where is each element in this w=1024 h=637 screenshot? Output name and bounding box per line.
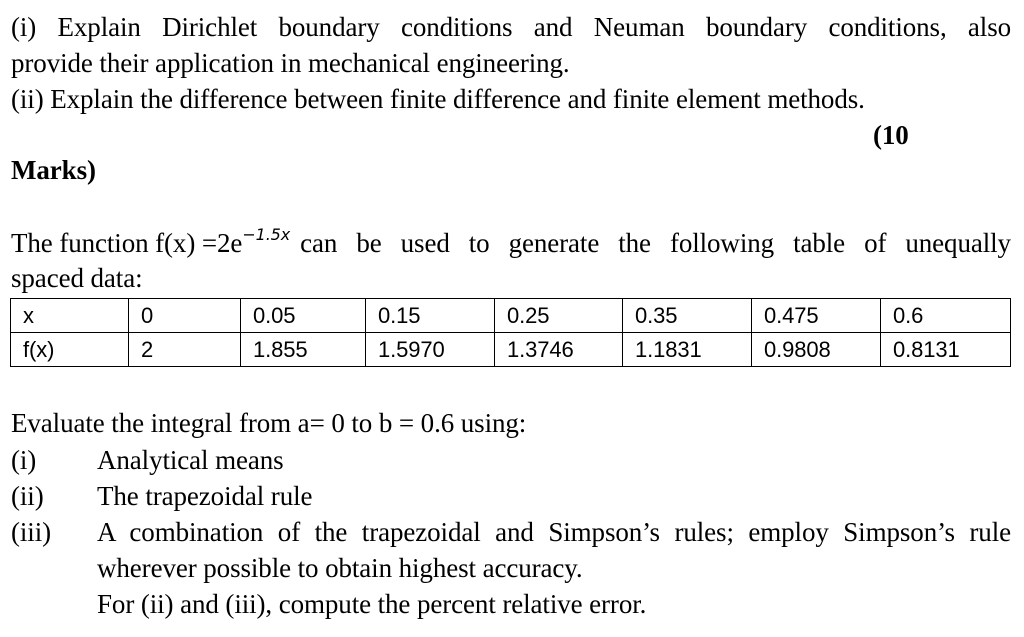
function-exponent: −1.5x	[242, 225, 291, 244]
evaluate-instruction: Evaluate the integral from a= 0 to b = 0.6 using:	[11, 408, 527, 438]
marks-number: (10	[873, 120, 909, 150]
table-cell-label: x	[11, 299, 129, 333]
table-row-fx	[11, 333, 1011, 367]
table-cell: 0	[129, 299, 241, 333]
list-item-text-line2: wherever possible to obtain highest accuracy.	[97, 553, 583, 583]
question1-part-i-line2: provide their application in mechanical engineering.	[11, 48, 570, 78]
table-cell: 2	[129, 333, 241, 367]
list-item-text: Analytical means	[97, 445, 284, 475]
question1-part-i	[11, 9, 1011, 81]
function-intro-line	[11, 225, 1011, 261]
intro-word: be	[356, 228, 382, 258]
data-table	[10, 298, 1011, 367]
intro-word: table	[793, 228, 846, 258]
list-item-text-line3: For (ii) and (iii), compute the percent relative error.	[97, 589, 647, 619]
list-item-text	[97, 514, 1011, 622]
table-cell: 0.475	[752, 299, 881, 333]
intro-word: unequally	[905, 228, 1011, 258]
table-cell: 0.9808	[752, 333, 881, 367]
marks-word: Marks)	[11, 155, 96, 185]
table-cell: 1.855	[241, 333, 366, 367]
table-cell: 0.35	[623, 299, 752, 333]
table-cell: 1.1831	[623, 333, 752, 367]
table-cell: 1.3746	[495, 333, 623, 367]
question1-part-i-line1: (i) Explain Dirichlet boundary conditions and Neuman boundary conditions, also	[11, 12, 1011, 42]
table-cell: 0.8131	[881, 333, 1011, 367]
function-intro-line2: spaced data:	[11, 263, 143, 293]
function-intro-before: The function f(x) =	[11, 228, 218, 258]
list-item-number: (iii)	[11, 517, 51, 547]
list-item-text: The trapezoidal rule	[97, 481, 313, 511]
intro-word: following	[669, 228, 775, 258]
table-cell: 0.6	[881, 299, 1011, 333]
intro-word: of	[864, 228, 887, 258]
intro-word: the	[618, 228, 651, 258]
list-item-number: (ii)	[11, 481, 44, 511]
table-row-x	[11, 299, 1011, 333]
function-intro-after	[290, 225, 1011, 261]
intro-word: used	[400, 228, 450, 258]
list-item-text-line1: A combination of the trapezoidal and Simpson’s rules; employ Simpson’s rule	[97, 517, 1011, 547]
intro-word: to	[468, 228, 490, 258]
list-item-number: (i)	[11, 445, 37, 475]
function-coef: 2e	[217, 228, 243, 258]
intro-word: can	[300, 228, 338, 258]
function-expression	[217, 225, 290, 261]
table-cell: 0.05	[241, 299, 366, 333]
table-cell: 1.5970	[366, 333, 495, 367]
table-cell-label: f(x)	[11, 333, 129, 367]
intro-word: generate	[508, 228, 600, 258]
question1-part-ii: (ii) Explain the difference between finite difference and finite element methods.	[11, 84, 865, 114]
table-cell: 0.25	[495, 299, 623, 333]
table-cell: 0.15	[366, 299, 495, 333]
